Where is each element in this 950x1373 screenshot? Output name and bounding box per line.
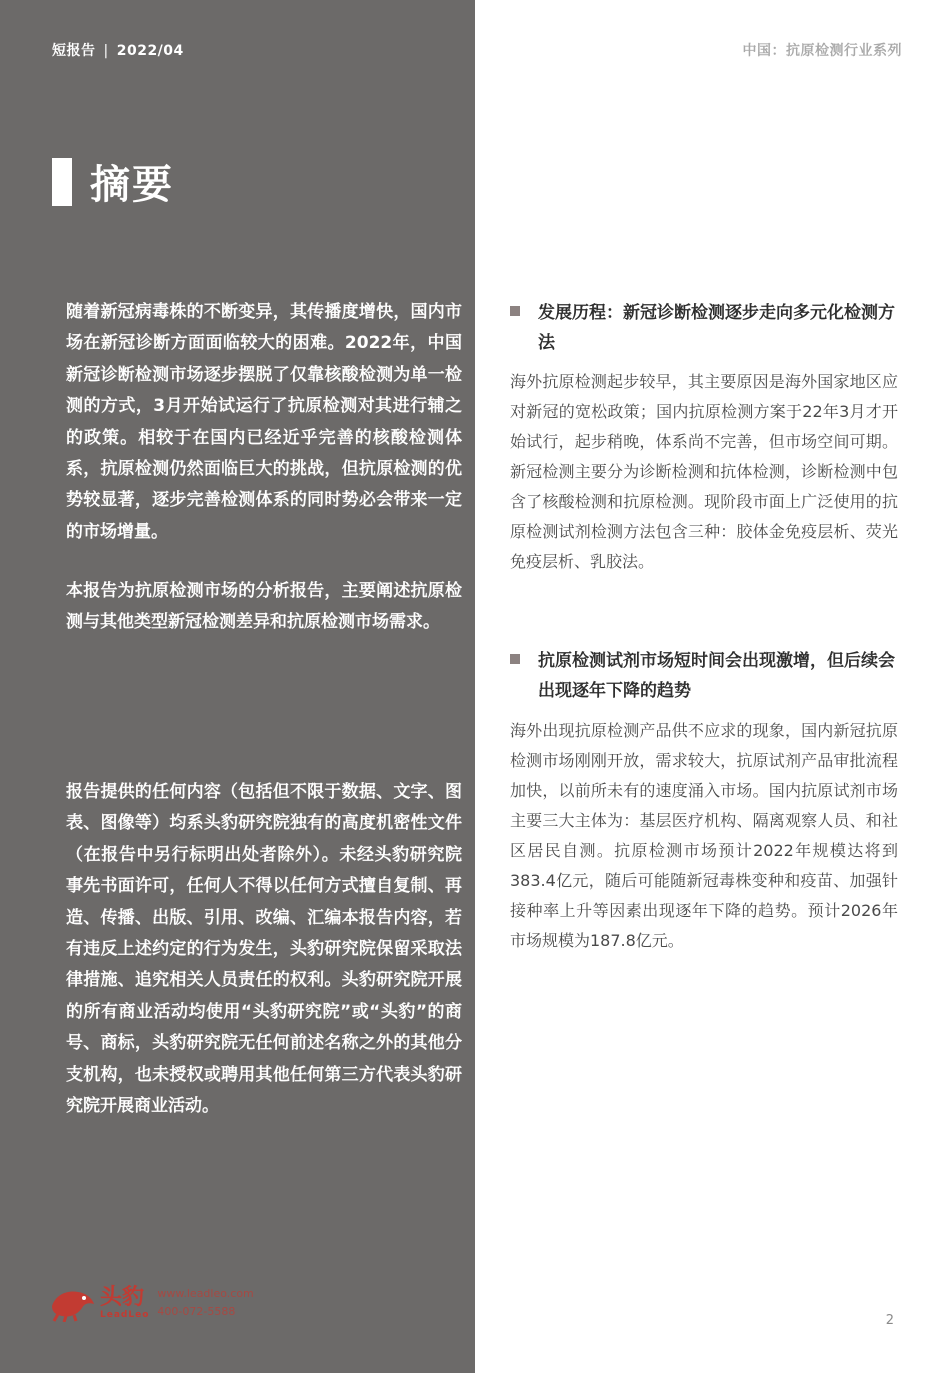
header-divider: | — [103, 43, 109, 59]
page-title: 摘要 — [90, 162, 174, 208]
page-number: 2 — [885, 1313, 894, 1328]
report-header — [52, 40, 184, 60]
section-1-heading — [510, 298, 902, 358]
logo-name-cn: 头豹 — [100, 1285, 145, 1310]
section-bullet-icon — [510, 306, 520, 316]
section-bullet-icon — [510, 654, 520, 664]
section-2-body: 海外出现抗原检测产品供不应求的现象，国内新冠抗原检测市场刚刚开放，需求较大，抗原试剂产品审批流程加快，以前所未有的速度涌入市场。国内抗原试剂市场主要三大主体为：基层医疗机构、隔离观察人员、和社区居民自测。抗原检测市场预计2022年规模达将到383.4亿元，随后可能随新冠毒株变种和疫苗、加强针接种率上升等因素出现逐年下降的趋势。预计2026年市场规模为187.8亿元。 — [510, 721, 898, 950]
logo-website[interactable]: www.leadleo.com — [157, 1287, 254, 1300]
title-bar-marker — [52, 158, 72, 206]
summary-paragraph-1: 随着新冠病毒株的不断变异，其传播度增快，国内市场在新冠诊断方面面临较大的困难。2022年，中国新冠诊断检测市场逐步摆脱了仅靠核酸检测为单一检测的方式，3月开始试运行了抗原检测对其进行辅之的政策。相较于在国内已经近乎完善的核酸检测体系，抗原检测仍然面临巨大的挑战，但抗原检测的优势较显著，逐步完善检测体系的同时势必会带来一定的市场增量。 — [66, 302, 462, 542]
section-2-title: 抗原检测试剂市场短时间会出现激增，但后续会出现逐年下降的趋势 — [538, 651, 895, 701]
disclaimer: 报告提供的任何内容（包括但不限于数据、文字、图表、图像等）均系头豹研究院独有的高度机密性文件（在报告中另行标明出处者除外）。未经头豹研究院事先书面许可，任何人不得以任何方式擅自复制、再造、传播、出版、引用、改编、汇编本报告内容，若有违反上述约定的行为发生，头豹研究院保留采取法律措施、追究相关人员责任的权利。头豹研究院开展的所有商业活动均使用“头豹研究院”或“头豹”的商号、商标，头豹研究院无任何前述名称之外的其他分支机构，也未授权或聘用其他任何第三方代表头豹研究院开展商业活动。 — [66, 782, 462, 1117]
logo-name-en: LeadLeo — [100, 1310, 150, 1320]
summary-heading — [52, 153, 174, 210]
leadleo-logo — [48, 1284, 254, 1322]
section-1-body: 海外抗原检测起步较早，其主要原因是海外国家地区应对新冠的宽松政策；国内抗原检测方案于22年3月才开始试行，起步稍晚，体系尚不完善，但市场空间可期。新冠检测主要分为诊断检测和抗体检测，诊断检测中包含了核酸检测和抗原检测。现阶段市面上广泛使用的抗原检测试剂检测方法包含三种：胶体金免疫层析、荧光免疫层析、乳胶法。 — [510, 372, 898, 571]
report-type: 短报告 — [52, 43, 96, 59]
logo-phone: 400-072-5588 — [157, 1305, 236, 1318]
report-date: 2022/04 — [116, 43, 184, 59]
leopard-logo-icon — [48, 1284, 96, 1322]
summary-paragraph-2: 本报告为抗原检测市场的分析报告，主要阐述抗原检测与其他类型新冠检测差异和抗原检测市场需求。 — [66, 581, 462, 633]
report-series: 中国：抗原检测行业系列 — [742, 43, 902, 59]
section-2-heading — [510, 646, 902, 706]
section-1-title: 发展历程：新冠诊断检测逐步走向多元化检测方法 — [538, 303, 895, 353]
